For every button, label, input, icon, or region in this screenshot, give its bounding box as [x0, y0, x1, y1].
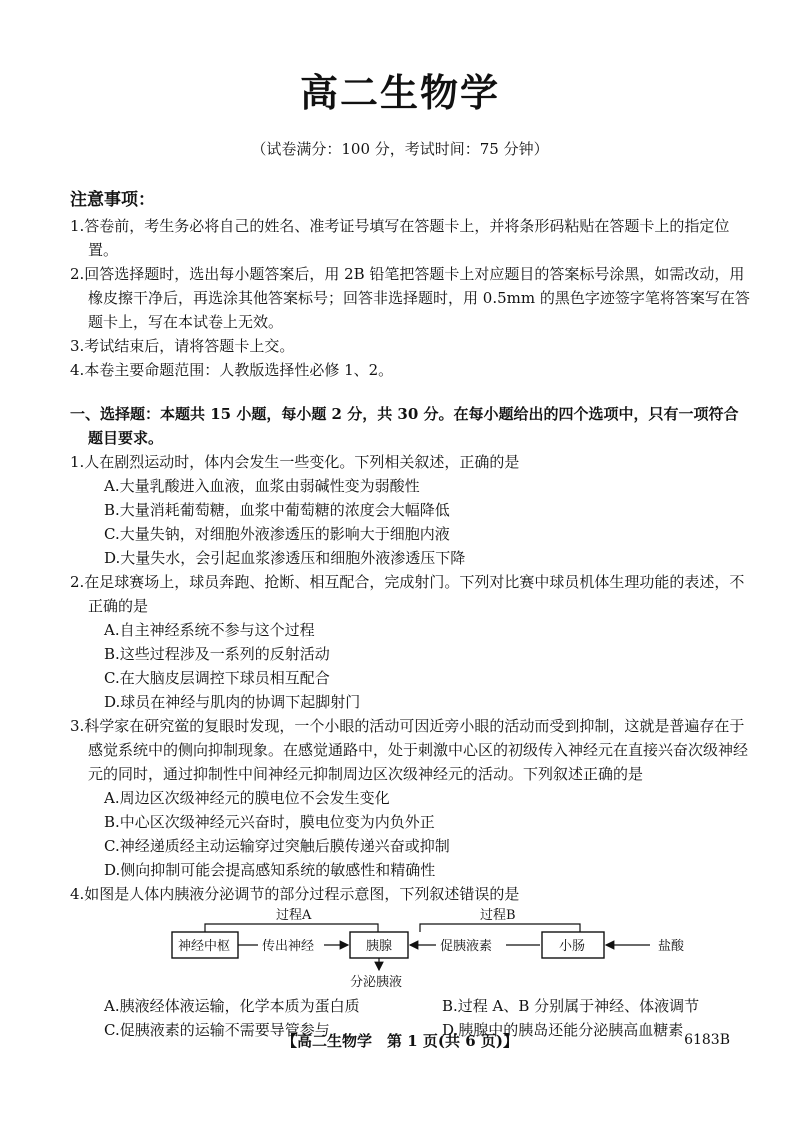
process-b-label: 过程B: [480, 908, 516, 923]
question-3-option-d: D.侧向抑制可能会提高感知系统的敏感性和精确性: [104, 861, 436, 879]
question-3-option-c: C.神经递质经主动运输穿过突触后膜传递兴奋或抑制: [104, 837, 450, 855]
process-a-bracket: [205, 924, 378, 932]
notice-item-2: 2.回答选择题时，选出每小题答案后，用 2B 铅笔把答题卡上对应题目的答案标号涂黑，如需改动，用橡皮擦干净后，再选涂其他答案标号；回答非选择题时，用 0.5mm 的黑色字迹签字笔将答案写在答题卡上，写在本试卷上无效。: [70, 265, 750, 331]
question-3-option-b: B.中心区次级神经元兴奋时，膜电位变为内负外正: [104, 813, 435, 831]
question-4: [70, 882, 750, 1042]
question-3-option-a: A.周边区次级神经元的膜电位不会发生变化: [104, 789, 390, 807]
question-4-option-d: D.胰腺中的胰岛还能分泌胰高血糖素: [442, 1021, 684, 1039]
question-2-option-d: D.球员在神经与肌肉的协调下起脚射门: [104, 693, 361, 711]
question-1-option-a: A.大量乳酸进入血液，血浆由弱碱性变为弱酸性: [104, 477, 420, 495]
small-intestine-label: 小肠: [559, 939, 586, 954]
question-2-option-c: C.在大脑皮层调控下球员相互配合: [104, 669, 330, 687]
notice-item-1: 1.答卷前，考生务必将自己的姓名、准考证号填写在答题卡上，并将条形码粘贴在答题卡上的指定位置。: [70, 217, 730, 259]
question-4-option-c: C.促胰液素的运输不需要导管参与: [104, 1021, 330, 1039]
notice-item-3: 3.考试结束后，请将答题卡上交。: [70, 337, 295, 355]
process-b-bracket: [420, 924, 580, 932]
notice-item-4: 4.本卷主要命题范围：人教版选择性必修 1、2。: [70, 361, 394, 379]
question-2-option-a: A.自主神经系统不参与这个过程: [104, 621, 315, 639]
paper-code: 6183B: [684, 1032, 730, 1048]
process-a-label: 过程A: [276, 908, 312, 923]
question-4-option-b: B.过程 A、B 分别属于神经、体液调节: [442, 997, 700, 1015]
question-2-option-b: B.这些过程涉及一系列的反射活动: [104, 645, 330, 663]
question-2-stem: 2.在足球赛场上，球员奔跑、抢断、相互配合，完成射门。下列对比赛中球员机体生理功能的表述，不正确的是: [70, 573, 745, 615]
exam-info: （试卷满分：100 分，考试时间：75 分钟）: [251, 140, 549, 158]
pancreas-label: 胰腺: [366, 939, 393, 954]
hcl-label: 盐酸: [658, 939, 685, 954]
section-1-heading: 一、选择题：本题共 15 小题，每小题 2 分，共 30 分。在每小题给出的四个选项中，只有一项符合题目要求。: [70, 405, 739, 447]
question-1-option-d: D.大量失水，会引起血浆渗透压和细胞外液渗透压下降: [104, 549, 466, 567]
page-title: 高二生物学: [299, 70, 500, 115]
secretin-label: 促胰液素: [440, 939, 493, 954]
nerve-center-label: 神经中枢: [178, 939, 231, 954]
question-1-option-b: B.大量消耗葡萄糖，血浆中葡萄糖的浓度会大幅降低: [104, 501, 450, 519]
question-1: [70, 450, 750, 570]
question-1-option-c: C.大量失钠，对细胞外液渗透压的影响大于细胞内液: [104, 525, 450, 543]
efferent-label: 传出神经: [262, 939, 315, 954]
question-3: [70, 714, 750, 882]
question-2: [70, 570, 750, 714]
page-footer: 【高二生物学 第 1 页(共 6 页)】: [282, 1032, 518, 1050]
question-4-option-a: A.胰液经体液运输，化学本质为蛋白质: [104, 997, 360, 1015]
notice-heading: 注意事项：: [70, 190, 155, 210]
exam-content: [70, 188, 750, 1042]
question-4-stem: 4.如图是人体内胰液分泌调节的部分过程示意图，下列叙述错误的是: [70, 885, 520, 903]
question-1-stem: 1.人在剧烈运动时，体内会发生一些变化。下列相关叙述，正确的是: [70, 453, 520, 471]
question-3-stem: 3.科学家在研究鲎的复眼时发现，一个小眼的活动可因近旁小眼的活动而受到抑制，这就是普遍存在于感觉系统中的侧向抑制现象。在感觉通路中，处于刺激中心区的初级传入神经元在直接兴奋次级神经元的同时，通过抑制性中间神经元抑制周边区次级神经元的活动。下列叙述正确的是: [70, 717, 749, 783]
secretion-label: 分泌胰液: [350, 975, 403, 990]
pancreatic-secretion-diagram: [70, 908, 750, 990]
